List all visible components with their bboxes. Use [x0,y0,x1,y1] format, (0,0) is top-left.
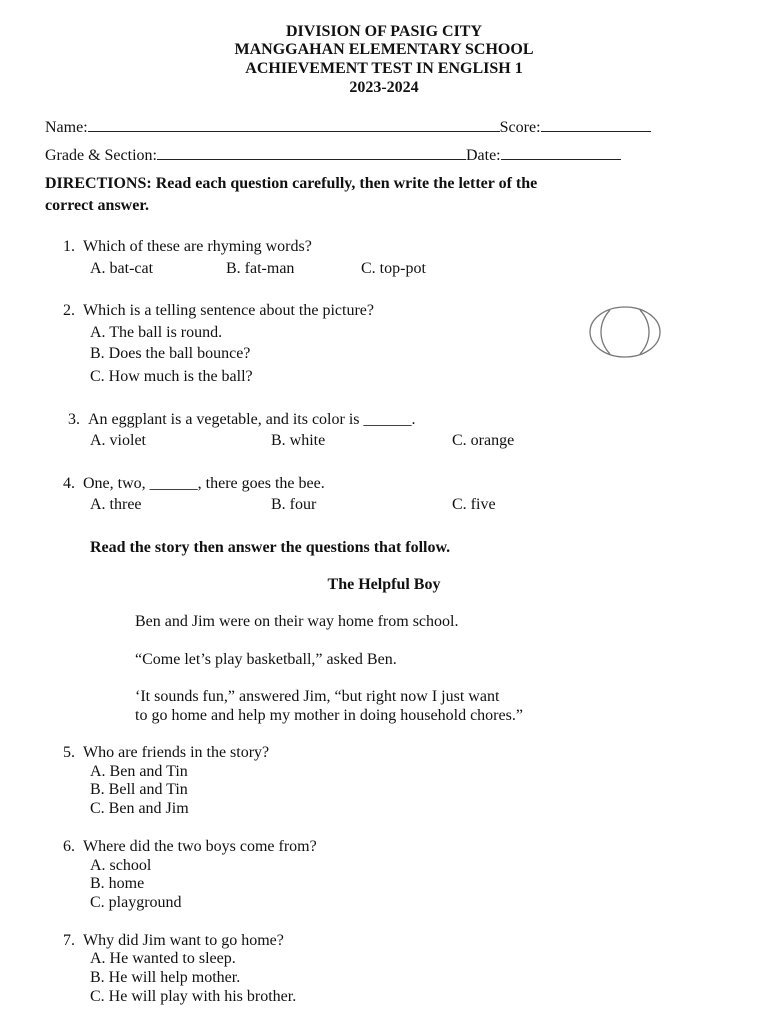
question-number: 5. [63,744,75,761]
question-number: 2. [63,302,75,319]
story-paragraph-1: Ben and Jim were on their way home from school. [135,613,459,630]
question-4 [63,474,325,493]
question-2 [63,301,374,320]
question-6 [63,837,317,856]
question-number: 3. [68,411,80,428]
question-number: 4. [63,475,75,492]
question-5 [63,743,269,762]
school-year: 2023-2024 [349,79,419,96]
q2-option-b: B. Does the ball bounce? [90,345,251,362]
q6-option-a: A. school [90,857,152,874]
story-paragraph-3-line-2: to go home and help my mother in doing household chores.” [135,707,523,724]
score-label: Score: [499,119,541,136]
date-blank [501,145,621,160]
ball-icon [586,303,664,361]
question-7 [63,931,284,950]
question-3 [68,410,415,429]
q2-option-c: C. How much is the ball? [90,368,253,385]
q2-option-a: A. The ball is round. [90,324,223,341]
q1-option-c: C. top-pot [361,260,426,277]
question-text: Which is a telling sentence about the picture? [83,302,374,319]
test-title: ACHIEVEMENT TEST IN ENGLISH 1 [245,60,523,77]
question-number: 6. [63,838,75,855]
q4-option-c: C. five [452,496,496,513]
name-label: Name: [45,119,88,136]
date-label: Date: [465,147,501,164]
name-blank [88,117,500,132]
q6-option-b: B. home [90,875,145,892]
q3-option-a: A. violet [90,432,146,449]
question-number: 1. [63,238,75,255]
q7-option-a: A. He wanted to sleep. [90,950,236,967]
question-1 [63,237,312,256]
story-paragraph-3-line-1: ‘It sounds fun,” answered Jim, “but right now I just want [135,688,500,705]
division-title: DIVISION OF PASIG CITY [285,23,483,40]
question-text: Which of these are rhyming words? [83,238,312,255]
q7-option-c: C. He will play with his brother. [90,988,297,1005]
q5-option-b: B. Bell and Tin [90,781,188,798]
grade-section-field [45,145,621,165]
q4-option-b: B. four [271,496,317,513]
name-field [45,117,651,137]
q6-option-c: C. playground [90,894,182,911]
story-instruction: Read the story then answer the questions that follow. [90,539,451,556]
q5-option-c: C. Ben and Jim [90,800,189,817]
q3-option-b: B. white [271,432,326,449]
q7-option-b: B. He will help mother. [90,969,241,986]
q5-option-a: A. Ben and Tin [90,763,188,780]
q1-option-b: B. fat-man [226,260,295,277]
school-name: MANGGAHAN ELEMENTARY SCHOOL [234,41,534,58]
story-paragraph-2: “Come let’s play basketball,” asked Ben. [135,651,397,668]
story-title: The Helpful Boy [327,576,441,593]
grade-section-blank [157,145,466,160]
q1-option-a: A. bat-cat [90,260,154,277]
score-blank [541,117,651,132]
grade-section-label: Grade & Section: [45,147,157,164]
question-text: Where did the two boys come from? [83,838,317,855]
q3-option-c: C. orange [452,432,515,449]
directions-line-2: correct answer. [45,197,149,214]
question-text: An eggplant is a vegetable, and its color is ______. [88,411,416,428]
question-number: 7. [63,932,75,949]
question-text: Why did Jim want to go home? [83,932,284,949]
q4-option-a: A. three [90,496,142,513]
question-text: One, two, ______, there goes the bee. [83,475,325,492]
directions-line-1: DIRECTIONS: Read each question carefully, then write the letter of the [45,175,538,192]
question-text: Who are friends in the story? [83,744,270,761]
